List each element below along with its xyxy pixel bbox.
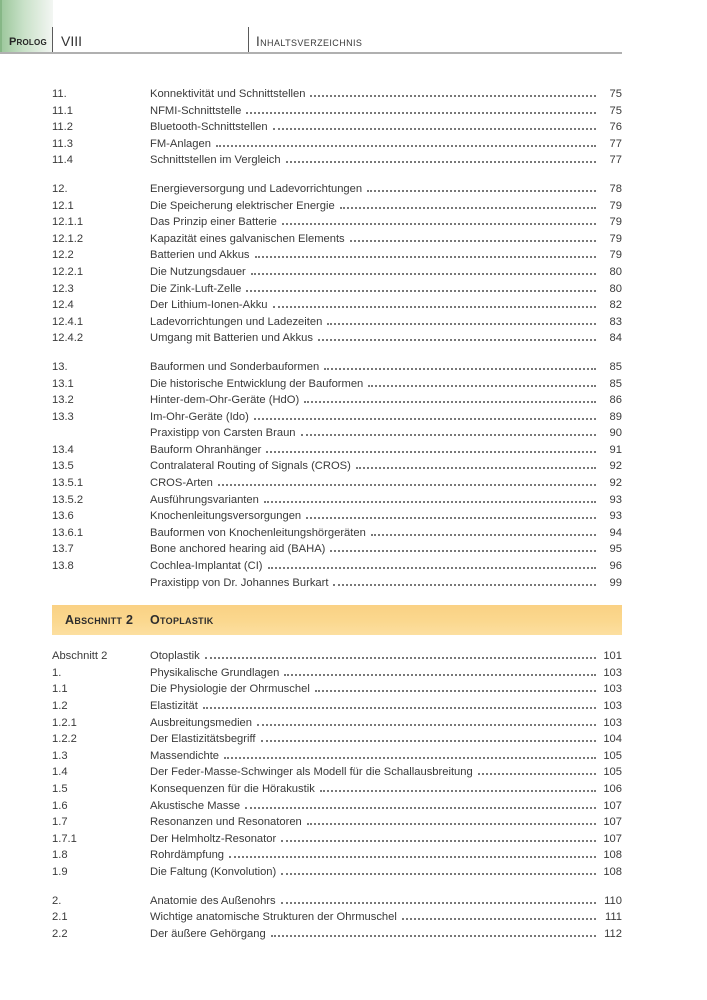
dot-leader [340, 207, 596, 209]
toc-entry-title: Praxistipp von Carsten Braun [150, 427, 296, 440]
toc-entry-page: 77 [609, 154, 622, 167]
toc-entry-title: Konnektivität und Schnittstellen [150, 88, 306, 100]
toc-row [52, 281, 622, 298]
toc-entry-number: 1.9 [52, 865, 68, 878]
toc-entry-page: 95 [609, 543, 622, 556]
dot-leader [367, 190, 596, 192]
toc-row [52, 86, 622, 103]
toc-entry-number: 12. [52, 182, 68, 195]
toc-entry-page: 89 [609, 410, 622, 423]
toc-entry-page: 76 [609, 121, 622, 134]
toc-entry-page: 104 [603, 733, 622, 746]
toc-row [52, 330, 622, 347]
toc-row [52, 475, 622, 492]
toc-entry-number: 11.1 [52, 104, 73, 117]
dot-leader [264, 501, 596, 503]
toc-entry-number: 1.2 [52, 700, 68, 712]
page-number-roman: VIII [61, 33, 83, 49]
toc-entry-page: 108 [603, 849, 622, 862]
dot-leader [266, 451, 596, 453]
toc-entry-title: Die Nutzungsdauer [150, 265, 246, 278]
toc-entry-title: Bauformen und Sonderbauformen [150, 360, 320, 373]
toc-entry-page: 103 [603, 683, 622, 696]
toc-entry-page: 99 [609, 576, 622, 589]
toc-row [52, 181, 622, 198]
toc-row [52, 681, 622, 698]
toc-entry-number: 12.1.2 [52, 232, 84, 245]
toc-row [52, 781, 622, 798]
toc-entry-number: 12.4 [52, 299, 74, 312]
dot-leader [330, 550, 596, 552]
toc-entry-page: 90 [609, 427, 622, 440]
dot-leader [327, 323, 596, 325]
toc-entry-number: 13.6 [52, 510, 74, 523]
dot-leader [251, 273, 596, 275]
toc-entry-number: 13.3 [52, 410, 74, 423]
toc-row [52, 198, 622, 215]
dot-leader [356, 467, 596, 469]
toc-entry-title: CROS-Arten [150, 477, 213, 490]
dot-leader [301, 434, 596, 436]
toc-entry-page: 78 [609, 182, 622, 195]
dot-leader [229, 856, 596, 858]
dot-leader [320, 790, 596, 792]
toc-entry-number: 2.2 [52, 927, 68, 940]
dot-leader [478, 773, 596, 775]
toc-entry-page: 79 [609, 232, 622, 245]
toc-entry-page: 75 [609, 88, 622, 100]
toc-entry-title: Die Faltung (Konvolution) [150, 865, 277, 878]
toc-entry-title: Der äußere Gehörgang [150, 927, 266, 940]
toc-entry-title: Bauformen von Knochenleitungshörgeräten [150, 526, 366, 539]
toc-entry-title: Der Lithium-Ionen-Akku [150, 299, 268, 312]
toc-entry-number: 13.5 [52, 460, 74, 473]
header-divider-1 [52, 27, 53, 52]
toc-entry-title: Ausführungsvarianten [150, 493, 259, 506]
dot-leader [306, 517, 596, 519]
toc-entry-title: Hinter-dem-Ohr-Geräte (HdO) [150, 394, 300, 407]
toc-entry-page: 103 [603, 716, 622, 729]
toc-entry-title: Resonanzen und Resonatoren [150, 816, 302, 829]
toc-entry-page: 77 [609, 137, 622, 150]
toc-entry-page: 107 [603, 799, 622, 812]
toc-entry-page: 82 [609, 299, 622, 312]
toc-row [52, 715, 622, 732]
toc-entry-page: 79 [609, 216, 622, 229]
dot-leader [255, 256, 596, 258]
toc-entry-title: Umgang mit Batterien und Akkus [150, 332, 313, 345]
toc-row [52, 119, 622, 136]
toc-entry-title: Der Helmholtz-Resonator [150, 832, 277, 845]
toc-row [52, 508, 622, 525]
toc-block [52, 86, 622, 169]
toc-entry-number: 1.8 [52, 849, 68, 862]
toc-entry-number: 1.2.1 [52, 716, 77, 729]
toc-blocks-before-banner [52, 86, 622, 591]
header-divider-2 [248, 27, 249, 52]
dot-leader [268, 567, 596, 569]
toc-block [52, 893, 622, 943]
toc-entry-page: 80 [609, 265, 622, 278]
dot-leader [371, 534, 596, 536]
toc-entry-page: 84 [609, 332, 622, 345]
toc-entry-number: 1.3 [52, 749, 68, 762]
toc-entry-page: 105 [603, 749, 622, 762]
dot-leader [257, 724, 596, 726]
toc-entry-title: Kapazität eines galvanischen Elements [150, 232, 345, 245]
toc-row [52, 558, 622, 575]
dot-leader [271, 935, 596, 937]
toc-entry-number: 12.3 [52, 282, 74, 295]
dot-leader [273, 128, 596, 130]
toc-entry-page: 103 [603, 666, 622, 679]
dot-leader [284, 674, 596, 676]
toc-entry-number: 13. [52, 360, 68, 373]
toc-entry-page: 85 [609, 377, 622, 390]
toc-entry-title: Das Prinzip einer Batterie [150, 216, 277, 229]
toc-row [52, 798, 622, 815]
toc-row [52, 314, 622, 331]
dot-leader [281, 873, 596, 875]
toc-entry-title: Akustische Masse [150, 799, 241, 812]
toc-entry-number: 2.1 [52, 911, 68, 924]
running-head-section: Prolog [9, 36, 47, 48]
toc-entry-page: 93 [609, 510, 622, 523]
section-banner [52, 605, 622, 635]
toc-entry-number: 13.6.1 [52, 526, 84, 539]
toc-row [52, 214, 622, 231]
toc-entry-page: 101 [603, 650, 622, 663]
toc-entry-number: 12.4.1 [52, 315, 84, 328]
dot-leader [205, 657, 596, 659]
toc-entry-number: 11. [52, 88, 67, 100]
toc-entry-title: Bauform Ohranhänger [150, 443, 262, 456]
toc-entry-number: 12.2 [52, 249, 74, 262]
toc-entry-title: Die Zink-Luft-Zelle [150, 282, 242, 295]
toc-entry-page: 92 [609, 477, 622, 490]
toc-row [52, 893, 622, 910]
dot-leader [273, 306, 596, 308]
toc-row [52, 665, 622, 682]
toc-row [52, 814, 622, 831]
toc-entry-number: 13.4 [52, 443, 74, 456]
toc-entry-title: Ausbreitungsmedien [150, 716, 252, 729]
dot-leader [310, 95, 596, 97]
dot-leader [324, 368, 596, 370]
toc-row [52, 136, 622, 153]
toc-entry-number: 12.4.2 [52, 332, 84, 345]
toc-row [52, 926, 622, 943]
section-banner-title: Otoplastik [150, 613, 214, 628]
dot-leader [304, 401, 596, 403]
toc-entry-title: Cochlea-Implantat (CI) [150, 560, 263, 573]
toc-entry-number: 13.5.1 [52, 477, 84, 490]
toc-entry-title: Energieversorgung und Ladevorrichtungen [150, 182, 363, 195]
toc-row [52, 541, 622, 558]
toc-entry-title: Anatomie des Außenohrs [150, 894, 276, 907]
toc-row [52, 247, 622, 264]
toc-entry-page: 85 [609, 360, 622, 373]
toc-entry-title: Wichtige anatomische Strukturen der Ohrmuschel [150, 911, 397, 924]
toc-entry-number: Abschnitt 2 [52, 650, 108, 663]
toc-entry-page: 107 [603, 832, 622, 845]
toc-entry-page: 75 [609, 104, 622, 117]
dot-leader [282, 223, 596, 225]
running-head-title: Inhaltsverzeichnis [256, 34, 363, 49]
toc-row [52, 864, 622, 881]
toc-row [52, 831, 622, 848]
toc-row [52, 376, 622, 393]
toc-row [52, 575, 622, 592]
toc-entry-page: 79 [609, 199, 622, 212]
toc-entry-number: 1.2.2 [52, 733, 77, 746]
toc-entry-number: 1.6 [52, 799, 68, 812]
toc-row [52, 764, 622, 781]
toc-entry-page: 105 [603, 766, 622, 779]
toc-row [52, 231, 622, 248]
dot-leader [218, 484, 596, 486]
toc-row [52, 392, 622, 409]
toc-entry-number: 1.7.1 [52, 832, 77, 845]
dot-leader [245, 807, 596, 809]
toc-entry-number: 12.1 [52, 199, 74, 212]
toc-entry-title: Knochenleitungsversorgungen [150, 510, 302, 523]
dot-leader [246, 112, 596, 114]
toc-entry-number: 2. [52, 894, 62, 907]
toc-entry-title: Schnittstellen im Vergleich [150, 154, 281, 167]
toc-entry-number: 13.5.2 [52, 493, 84, 506]
dot-leader [281, 840, 596, 842]
toc-row [52, 458, 622, 475]
dot-leader [254, 418, 596, 420]
toc-entry-title: NFMI-Schnittstelle [150, 104, 242, 117]
dot-leader [307, 823, 596, 825]
toc-entry-page: 110 [604, 894, 622, 907]
toc-entry-number: 11.2 [52, 121, 73, 134]
toc-entry-title: Bone anchored hearing aid (BAHA) [150, 543, 326, 556]
toc-entry-page: 107 [603, 816, 622, 829]
toc-entry-number: 13.1 [52, 377, 74, 390]
dot-leader [315, 690, 596, 692]
toc-entry-number: 1.4 [52, 766, 68, 779]
toc-row [52, 909, 622, 926]
dot-leader [350, 240, 596, 242]
toc-entry-number: 12.1.1 [52, 216, 84, 229]
toc-entry-title: Physikalische Grundlagen [150, 666, 280, 679]
toc-entry-title: Die Physiologie der Ohrmuschel [150, 683, 310, 696]
toc-entry-title: Die Speicherung elektrischer Energie [150, 199, 335, 212]
toc-entry-number: 1. [52, 666, 62, 679]
toc-entry-title: Rohrdämpfung [150, 849, 225, 862]
toc-entry-page: 86 [609, 394, 622, 407]
toc-row [52, 359, 622, 376]
toc-entry-title: Im-Ohr-Geräte (Ido) [150, 410, 249, 423]
toc-entry-title: Elastizität [150, 700, 198, 712]
dot-leader [318, 339, 596, 341]
toc-entry-title: Praxistipp von Dr. Johannes Burkart [150, 576, 329, 589]
toc-entry-number: 1.7 [52, 816, 68, 829]
toc-entry-page: 103 [603, 700, 622, 712]
toc-row [52, 425, 622, 442]
toc-row [52, 152, 622, 169]
toc-row [52, 648, 622, 665]
toc-entry-title: Otoplastik [150, 650, 200, 663]
toc-block [52, 648, 622, 880]
toc-entry-page: 79 [609, 249, 622, 262]
toc-row [52, 264, 622, 281]
toc-entry-title: Contralateral Routing of Signals (CROS) [150, 460, 351, 473]
toc-row [52, 748, 622, 765]
toc-entry-number: 11.3 [52, 137, 73, 150]
dot-leader [261, 740, 597, 742]
toc-row [52, 442, 622, 459]
toc-entry-title: Batterien und Akkus [150, 249, 250, 262]
toc-row [52, 103, 622, 120]
toc-entry-page: 91 [609, 443, 622, 456]
toc-entry-number: 13.2 [52, 394, 74, 407]
dot-leader [281, 902, 596, 904]
toc-entry-title: FM-Anlagen [150, 137, 211, 150]
dot-leader [368, 385, 596, 387]
toc-entry-title: Konsequenzen für die Hörakustik [150, 782, 315, 795]
toc-row [52, 525, 622, 542]
toc-entry-number: 1.1 [52, 683, 68, 696]
toc-entry-number: 1.5 [52, 782, 68, 795]
toc-entry-title: Der Elastizitätsbegriff [150, 733, 256, 746]
toc-entry-page: 96 [609, 560, 622, 573]
toc-entry-title: Ladevorrichtungen und Ladezeiten [150, 315, 323, 328]
toc-entry-page: 111 [604, 911, 622, 924]
toc-entry-number: 12.2.1 [52, 265, 84, 278]
toc-row [52, 409, 622, 426]
toc-blocks-after-banner [52, 648, 622, 942]
toc-row [52, 492, 622, 509]
toc-entry-page: 108 [603, 865, 622, 878]
toc-block [52, 181, 622, 347]
toc-entry-page: 83 [609, 315, 622, 328]
toc-entry-page: 80 [609, 282, 622, 295]
dot-leader [224, 757, 596, 759]
toc-entry-number: 11.4 [52, 154, 73, 167]
dot-leader [203, 707, 596, 709]
toc-entry-title: Bluetooth-Schnittstellen [150, 121, 268, 134]
toc-entry-page: 92 [609, 460, 622, 473]
toc-content [52, 54, 622, 954]
section-banner-label: Abschnitt 2 [65, 613, 134, 628]
toc-block [52, 359, 622, 591]
dot-leader [402, 918, 596, 920]
dot-leader [286, 161, 596, 163]
toc-row [52, 847, 622, 864]
toc-entry-title: Die historische Entwicklung der Bauformen [150, 377, 364, 390]
toc-entry-title: Der Feder-Masse-Schwinger als Modell für die Schallausbreitung [150, 766, 473, 779]
dot-leader [246, 290, 596, 292]
toc-entry-page: 112 [604, 927, 622, 940]
toc-entry-title: Massendichte [150, 749, 220, 762]
toc-row [52, 731, 622, 748]
toc-entry-number: 13.8 [52, 560, 74, 573]
dot-leader [333, 584, 596, 586]
toc-entry-page: 94 [609, 526, 622, 539]
toc-entry-number: 13.7 [52, 543, 74, 556]
toc-row [52, 297, 622, 314]
toc-entry-page: 106 [603, 782, 622, 795]
dot-leader [216, 145, 596, 147]
toc-row [52, 698, 622, 715]
toc-entry-page: 93 [609, 493, 622, 506]
